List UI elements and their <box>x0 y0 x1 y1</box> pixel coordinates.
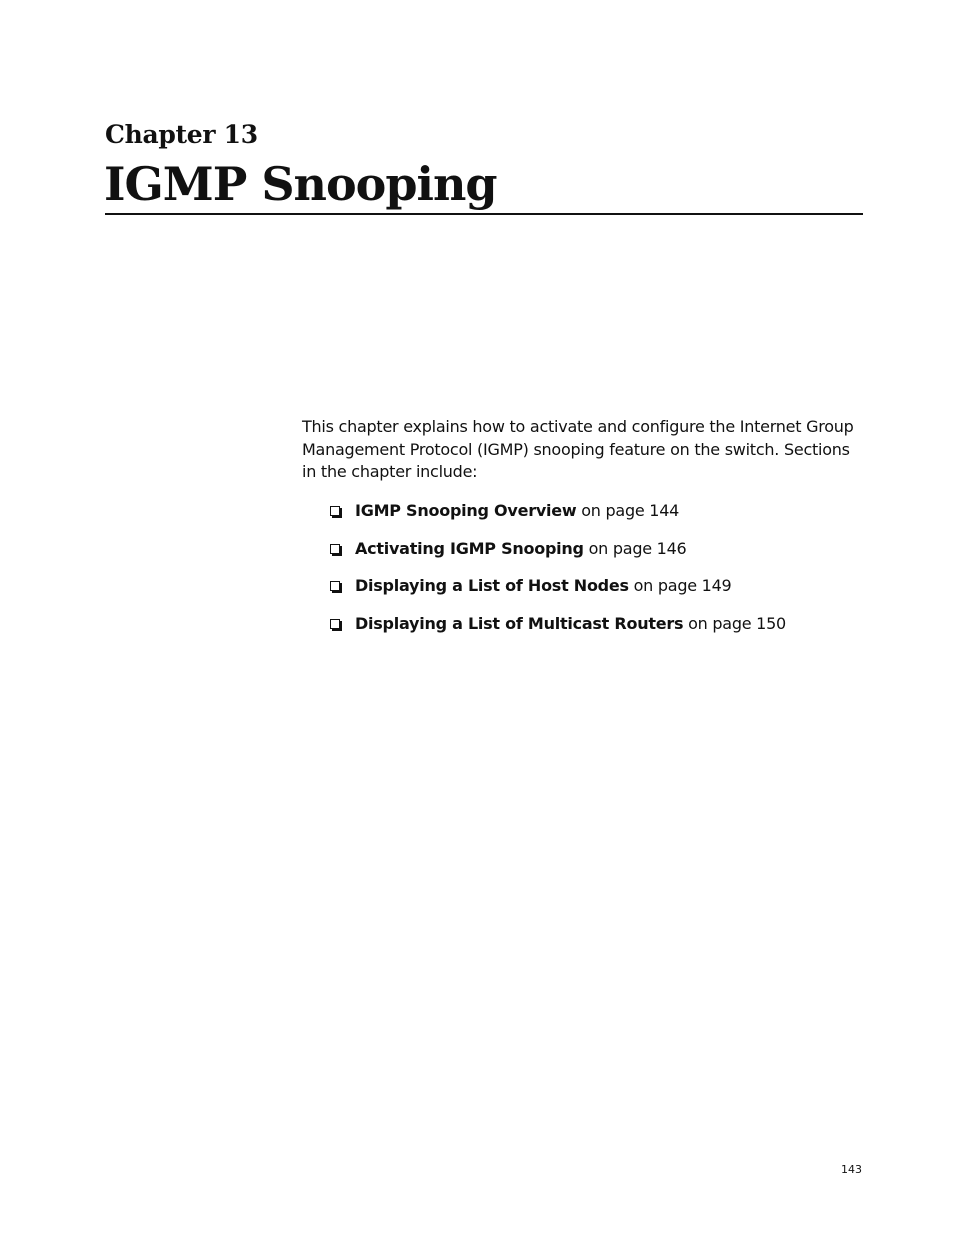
list-item <box>330 538 786 576</box>
checkbox-icon <box>330 581 340 591</box>
section-page-ref: on page 146 <box>588 538 687 558</box>
section-link-multicast-routers[interactable] <box>355 613 786 635</box>
title-rule <box>105 213 863 215</box>
section-page-ref: on page 150 <box>688 613 786 633</box>
section-list <box>330 500 786 650</box>
list-item <box>330 613 786 651</box>
section-link-title: Activating IGMP Snooping <box>355 538 584 558</box>
list-item <box>330 575 786 613</box>
section-link-host-nodes[interactable] <box>355 575 731 597</box>
chapter-label: Chapter 13 <box>105 120 258 149</box>
checkbox-icon <box>330 506 340 516</box>
section-link-activating-igmp-snooping[interactable] <box>355 538 686 560</box>
chapter-title: IGMP Snooping <box>104 157 497 211</box>
list-item <box>330 500 786 538</box>
section-page-ref: on page 144 <box>581 501 680 520</box>
checkbox-icon <box>330 544 340 554</box>
section-link-title: IGMP Snooping Overview <box>355 501 577 520</box>
intro-paragraph: This chapter explains how to activate and configure the Internet Group Management Protocol (IGMP) snooping feature on the switch. Sections in the chapter include: <box>302 417 854 481</box>
section-link-title: Displaying a List of Multicast Routers <box>355 613 684 633</box>
page-number: 143 <box>841 1163 862 1176</box>
section-page-ref: on page 149 <box>633 576 732 595</box>
section-link-igmp-snooping-overview[interactable] <box>355 500 679 522</box>
checkbox-icon <box>330 619 340 629</box>
section-link-title: Displaying a List of Host Nodes <box>355 576 629 595</box>
